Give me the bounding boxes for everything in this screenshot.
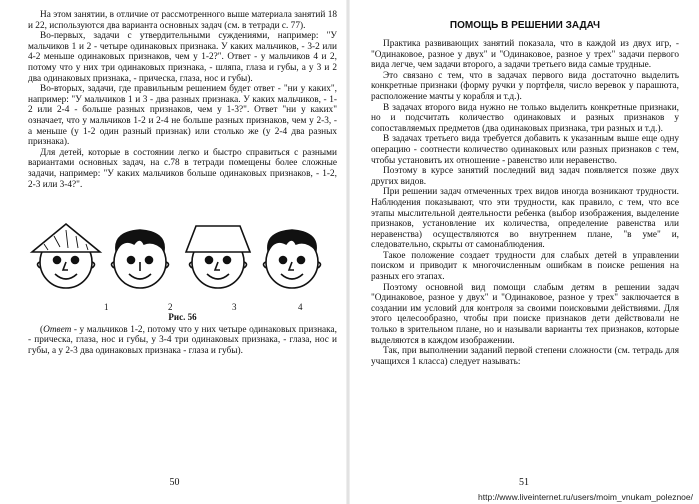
face-label-3: 3 bbox=[232, 302, 237, 313]
answer-text: - у мальчиков 1-2, потому что у них четыре одинаковых признака, - прическа, глаза, нос и губы, у 3-4 три одинаковых признака, - глаза, нос и губы, а у 2-3 два одинаковых признака - глаза и губы). bbox=[28, 324, 337, 356]
face-label-4: 4 bbox=[298, 302, 303, 313]
left-paragraph-2: Во-первых, задачи с утвердительными суждениями, например: "У мальчиков 1 и 2 - четыре одинаковых признака. У каких мальчиков, - 3-2 или 4-2 меньше одинаковых признаков, чем у 1-2?". Ответ - у мальчиков 4 и 2, потому что у них три одинаковых признака, - шляпа, глаза и губы, а у 3 и 2 два одинаковых признака, - прическа, глаза, нос и губы). bbox=[28, 31, 337, 84]
right-paragraph-4: В задачах третьего вида требуется добавить к указанным выше еще одну операцию - соотнести количество одинаковых или разных признаков с тем, чтобы установить их отношение - равенство или неравенство. bbox=[371, 134, 679, 166]
right-paragraph-1: Практика развивающих занятий показала, что в каждой из двух игр, - "Одинаковое, разное у двух" и "Одинаковое, разное у трех" задачи первого вида легче, чем задачи второго, а задачи третьего вида самые трудные. bbox=[371, 39, 679, 71]
right-paragraph-6: При решении задач отмеченных трех видов иногда возникают трудности. Наблюдения показывают, что эти трудности, как правило, с тем, что все этапы мыслительной деятельности ребенка (выбор изображения, выделение признаков, установление их количества, определение равенства или неравенства) осуществляются во внутреннем плане, "в уме" и, следовательно, скрыты от самонаблюдения. bbox=[371, 187, 679, 251]
watermark-url: http://www.liveinternet.ru/users/moim_vnukam_poleznoe/ bbox=[478, 492, 693, 502]
answer-label: Ответ bbox=[43, 324, 72, 335]
left-paragraph-3: Во-вторых, задачи, где правильным решением будет ответ - "ни у каких", например: "У мальчиков 1 и 3 - два разных признака. У каких мальчиков, - 1-2 или 2-4 - больше разных признаков, чем у 1-3?". Ответ "ни у каких" означает, что у мальчиков 1-2 и 2-4 не больше разных признаков, чем у 2-3, - а меньше (у 1-2 один разный признак) или столько же (у 2-4 два разных признака). bbox=[28, 84, 337, 148]
boys-faces-figure bbox=[28, 192, 337, 312]
right-paragraph-7: Такое положение создает трудности для слабых детей в управлении поиском и приводит к многочисленным ошибкам в поиске решения на разных его этапах. bbox=[371, 250, 679, 283]
face-label-1: 1 bbox=[104, 302, 109, 313]
right-paragraph-9: Так, при выполнении заданий первой степени сложности (см. тетрадь для учащихся 1 класса) следует называть: bbox=[371, 346, 679, 367]
faces-illustration bbox=[28, 192, 338, 312]
left-paragraph-4: Для детей, которые в состоянии легко и быстро справиться с разными вариантами основных задач, на с.78 в тетради помещены более сложные задачи, например: "У каких мальчиков больше одинаковых признаков, - 1-2, 2-3 или 3-4?". bbox=[28, 147, 337, 190]
face-4 bbox=[264, 230, 321, 288]
face-3 bbox=[186, 226, 250, 288]
right-paragraph-8: Поэтому основной вид помощи слабым детям в решении задач "Одинаковое, разное у двух" и "Одинаковое, разное у трех" заключается в создании им условий для контроля за своими поисковыми действиями. Для этого целесообразно, чтобы при поиске признаков дети действовали не только в зрительном плане, но и называли варианты тех признаков, которые выделяются в каждом изображении. bbox=[371, 282, 679, 346]
face-label-2: 2 bbox=[168, 302, 173, 313]
face-1 bbox=[32, 224, 100, 288]
answer-paragraph: (Ответ - у мальчиков 1-2, потому что у них четыре одинаковых признака, - прическа, глаза, нос и губы, у 3-4 три одинаковых признака, - глаза, нос и губы, а у 2-3 два одинаковых признака - глаза и губы). bbox=[28, 324, 337, 356]
left-paragraph-1: На этом занятии, в отличие от рассмотренного выше материала занятий 18 и 22, используются два варианта основных задач (см. в тетради с. 77). bbox=[28, 10, 337, 31]
figure-caption: Рис. 56 bbox=[168, 312, 197, 323]
right-page bbox=[349, 0, 699, 504]
right-page-number: 51 bbox=[519, 477, 529, 488]
left-page bbox=[0, 0, 349, 504]
right-paragraph-3: В задачах второго вида нужно не только выделить конкретные признаки, но и подсчитать количество одинаковых и разных признаков у сопоставляемых предметов (два одинаковых признака, три разных и т.д.). bbox=[371, 102, 679, 134]
right-paragraph-5: Поэтому в курсе занятий последний вид задач появляется позже двух других видов. bbox=[371, 166, 679, 187]
face-2 bbox=[112, 230, 169, 288]
left-page-number: 50 bbox=[169, 477, 180, 488]
right-paragraph-2: Это связано с тем, что в задачах первого вида достаточно выделить конкретные признаки (форму ручки у портфеля, число веревок у парашюта, расположение мачты у корабля и т.д.). bbox=[371, 70, 679, 102]
section-heading: ПОМОЩЬ В РЕШЕНИИ ЗАДАЧ bbox=[449, 20, 601, 31]
